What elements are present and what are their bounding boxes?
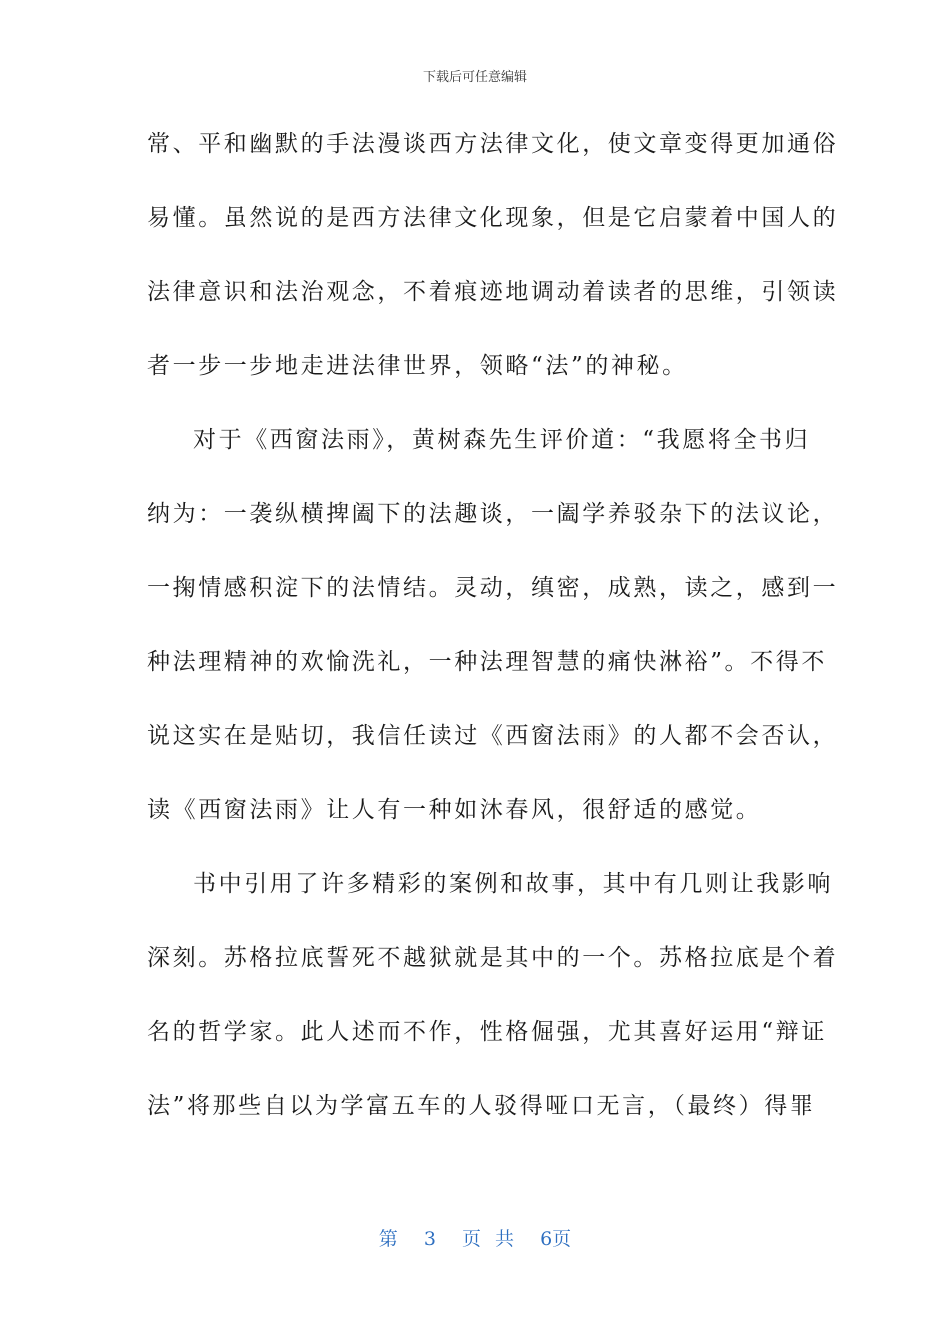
text-line: 者一步一步地走进法律世界，领略“法”的神秘。 (147, 353, 688, 379)
text-line: 对于《西窗法雨》，黄树森先生评价道：“我愿将全书归 (193, 427, 811, 453)
text-line: 一掬情感积淀下的法情结。灵动，缜密，成熟，读之，感到一 (147, 575, 839, 601)
page-footer (0, 1224, 950, 1251)
text-line: 常、平和幽默的手法漫谈西方法律文化，使文章变得更加通俗 (147, 131, 839, 157)
total-pages: 6页 (540, 1228, 572, 1250)
page-header: 下载后可任意编辑 (422, 70, 527, 85)
text-line: 读《西窗法雨》让人有一种如沐春风，很舒适的感觉。 (147, 797, 762, 823)
page-number-middle: 页 共 (462, 1228, 515, 1250)
text-line: 书中引用了许多精彩的案例和故事，其中有几则让我影响 (193, 871, 833, 897)
page-number-prefix: 第 (378, 1228, 398, 1250)
current-page-number: 3 (423, 1228, 436, 1250)
text-line: 说这实在是贴切，我信任读过《西窗法雨》的人都不会否认， (147, 723, 839, 749)
document-body (147, 114, 839, 1150)
text-line: 名的哲学家。此人述而不作，性格倔强，尤其喜好运用“辩证 (147, 1019, 827, 1045)
text-line: 种法理精神的欢愉洗礼，一种法理智慧的痛快淋裕”。不得不 (147, 649, 827, 675)
text-line: 纳为：一袭纵横捭阖下的法趣谈，一阖学养驳杂下的法议论， (147, 501, 839, 527)
text-line: 易懂。虽然说的是西方法律文化现象，但是它启蒙着中国人的 (147, 205, 839, 231)
text-line: 深刻。苏格拉底誓死不越狱就是其中的一个。苏格拉底是个着 (147, 945, 839, 971)
text-line: 法”将那些自以为学富五车的人驳得哑口无言，（最终）得罪 (147, 1093, 816, 1119)
text-line: 法律意识和法治观念，不着痕迹地调动着读者的思维，引领读 (147, 279, 839, 305)
